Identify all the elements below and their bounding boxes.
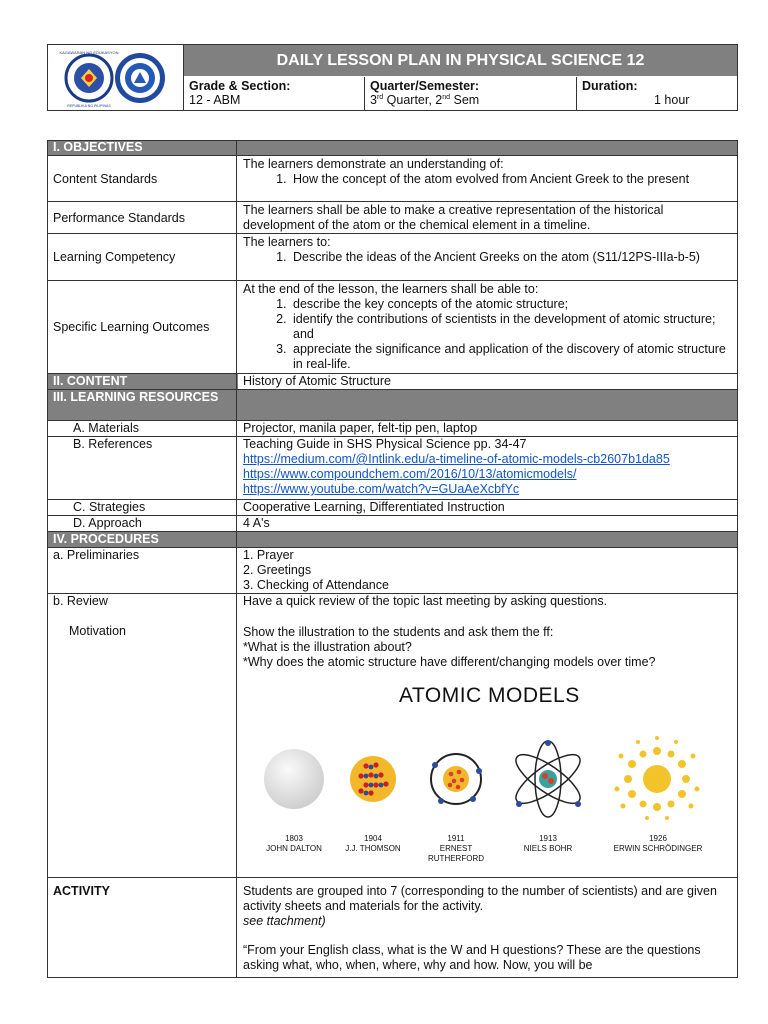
learning-competency-label: Learning Competency <box>48 234 237 280</box>
model-caption: 1911 ERNEST RUTHERFORD <box>428 834 484 863</box>
preliminaries-label: a. Preliminaries <box>48 548 237 593</box>
activity-label: ACTIVITY <box>48 878 237 977</box>
references-row <box>48 437 737 500</box>
approach-row <box>48 516 737 532</box>
model-caption: 1913 NIELS BOHR <box>523 834 573 853</box>
approach-value: 4 A's <box>243 516 270 530</box>
activity-quote: “From your English class, what is the W and H questions? These are the questions asking what, who, when, where, why and how. Now, you will be <box>243 943 701 972</box>
reference-link-medium[interactable]: https://medium.com/@Intlink.edu/a-timeline-of-atomic-models-cb2607b1da85 <box>243 452 670 466</box>
thomson-model-icon <box>350 756 396 802</box>
review-text: Have a quick review of the topic last meeting by asking questions. <box>243 594 608 608</box>
review-label: b. Review <box>53 594 108 608</box>
specific-outcomes-intro: At the end of the lesson, the learners shall be able to: <box>243 282 539 296</box>
gear-seal-icon <box>115 53 165 103</box>
content-standards-item: 1. How the concept of the atom evolved from Ancient Greek to the present <box>290 172 732 187</box>
duration-label: Duration: <box>582 79 638 93</box>
quarter-label: Quarter/Semester: <box>370 79 480 93</box>
materials-label: A. Materials <box>48 421 237 436</box>
lesson-plan-title: DAILY LESSON PLAN IN PHYSICAL SCIENCE 12 <box>184 45 737 76</box>
references-label: B. References <box>48 437 237 499</box>
motivation-question: *Why does the atomic structure have different/changing models over time? <box>243 655 656 669</box>
logos-cell <box>48 45 184 110</box>
procedures-heading: IV. PROCEDURES <box>48 532 237 547</box>
reference-link-compoundchem[interactable]: https://www.compoundchem.com/2016/10/13/atomicmodels/ <box>243 467 577 481</box>
duration-cell <box>576 77 737 110</box>
specific-outcomes-row <box>48 281 737 374</box>
content-standards-label: Content Standards <box>48 156 237 201</box>
dalton-model-icon <box>264 749 324 809</box>
outcome-item: 1. describe the key concepts of the atomic structure; <box>290 297 732 312</box>
objectives-heading: I. OBJECTIVES <box>48 141 237 155</box>
motivation-question: *What is the illustration about? <box>243 640 412 654</box>
atom-models-svg <box>243 734 733 834</box>
outcome-item: 2. identify the contributions of scientists in the development of atomic structure; and <box>290 312 732 342</box>
motivation-label: Motivation <box>69 624 126 638</box>
grade-section-cell <box>184 77 364 110</box>
content-heading: II. CONTENT <box>48 374 237 389</box>
quarter-cell <box>364 77 576 110</box>
logo1-sub: REPUBLIKA NG PILIPINAS <box>67 104 111 108</box>
activity-text: Students are grouped into 7 (corresponding to the number of scientists) and are given activity sheets and materials for the activity. <box>243 884 717 913</box>
activity-row <box>48 878 737 977</box>
motivation-intro: Show the illustration to the students and ask them the ff: <box>243 625 554 639</box>
review-motivation-row <box>48 594 737 878</box>
logo1-text: KAGAWARAN NG EDUKASYON <box>59 50 119 55</box>
performance-standards-text: The learners shall be able to make a creative representation of the historical development of the atom or the chemical element in a timeline. <box>243 203 664 232</box>
grade-label: Grade & Section: <box>189 79 291 93</box>
strategies-value: Cooperative Learning, Differentiated Instruction <box>243 500 505 514</box>
header-table <box>47 44 738 111</box>
learning-competency-item: 1. Describe the ideas of the Ancient Greeks on the atom (S11/12PS-IIIa-b-5) <box>290 250 732 265</box>
atomic-models-figure <box>243 674 732 864</box>
resources-heading: III. LEARNING RESOURCES <box>48 390 237 420</box>
materials-row <box>48 421 737 437</box>
lesson-plan-table <box>47 140 738 978</box>
schrodinger-model-icon <box>615 736 700 820</box>
deped-logo-icon <box>48 45 183 110</box>
model-caption: 1803 JOHN DALTON <box>266 834 322 853</box>
performance-standards-row <box>48 202 737 234</box>
model-caption: 1926 ERWIN SCHRÖDINGER <box>613 834 703 853</box>
learning-competency-row <box>48 234 737 281</box>
preliminaries-row <box>48 548 737 594</box>
content-standards-intro: The learners demonstrate an understanding of: <box>243 157 504 171</box>
content-row <box>48 374 737 390</box>
learning-competency-intro: The learners to: <box>243 235 331 249</box>
objectives-heading-row <box>48 141 737 156</box>
content-standards-row <box>48 156 737 202</box>
strategies-row <box>48 500 737 516</box>
reference-text: Teaching Guide in SHS Physical Science pp. 34-47 <box>243 437 527 451</box>
bohr-model-icon <box>509 740 586 817</box>
approach-label: D. Approach <box>48 516 237 531</box>
strategies-label: C. Strategies <box>48 500 237 515</box>
outcome-item: 3. appreciate the significance and application of the discovery of atomic structure in real-life. <box>290 342 732 372</box>
grade-value: 12 - ABM <box>189 93 241 107</box>
reference-link-youtube[interactable]: https://www.youtube.com/watch?v=GUaAeXcbfYc <box>243 482 520 496</box>
content-value: History of Atomic Structure <box>238 374 737 389</box>
specific-outcomes-label: Specific Learning Outcomes <box>48 281 237 373</box>
preliminary-item: 2. Greetings <box>243 563 312 577</box>
quarter-value: 3rd Quarter, 2nd Sem <box>370 93 480 107</box>
preliminary-item: 3. Checking of Attendance <box>243 578 389 592</box>
procedures-heading-row <box>48 532 737 548</box>
figure-title: ATOMIC MODELS <box>399 684 580 707</box>
rutherford-model-icon <box>431 754 482 804</box>
resources-heading-row <box>48 390 737 421</box>
model-caption: 1904 J.J. THOMSON <box>345 834 401 853</box>
activity-note: see ttachment) <box>243 914 326 928</box>
preliminary-item: 1. Prayer <box>243 548 294 562</box>
materials-value: Projector, manila paper, felt-tip pen, laptop <box>243 421 478 435</box>
performance-standards-label: Performance Standards <box>48 202 237 233</box>
duration-value: 1 hour <box>654 93 690 107</box>
